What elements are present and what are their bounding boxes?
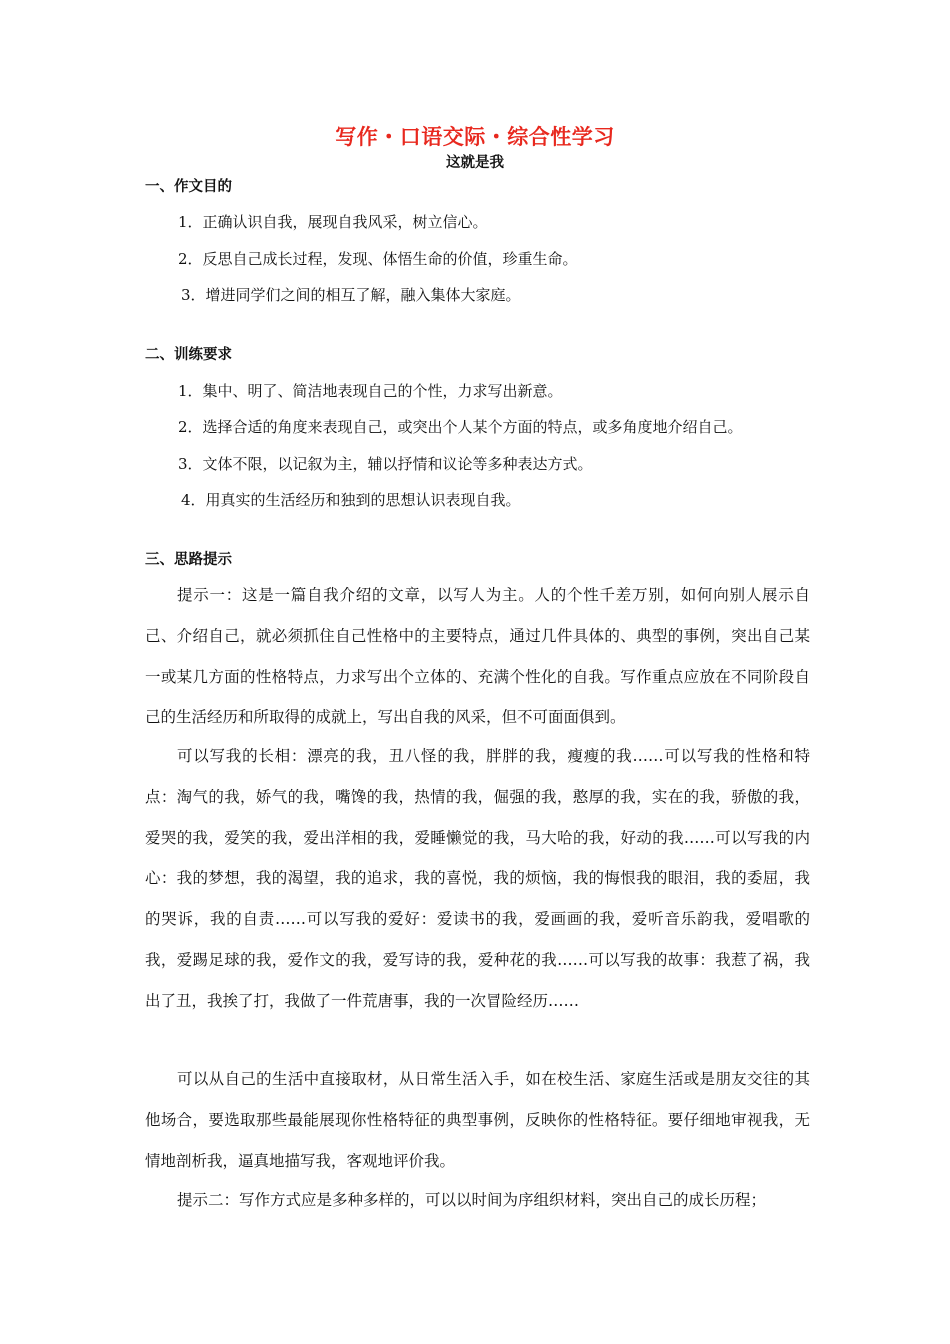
list-item: 1．集中、明了、简洁地表现自己的个性，力求写出新意。 bbox=[178, 382, 563, 400]
section-heading-tips: 三、思路提示 bbox=[145, 552, 232, 568]
paragraph: 可以从自己的生活中直接取材，从日常生活入手，如在校生活、家庭生活或是朋友交往的其他场合，要选取那些最能展现你性格特征的典型事例，反映你的性格特征。要仔细地审视我，无情地剖析我，逼真地描写我，客观地评价我。 bbox=[145, 1070, 810, 1170]
document-title: 写作・口语交际・综合性学习 bbox=[335, 125, 615, 149]
list-item: 2．反思自己成长过程，发现、体悟生命的价值，珍重生命。 bbox=[178, 250, 578, 268]
paragraph: 提示二：写作方式应是多种多样的，可以以时间为序组织材料，突出自己的成长历程； bbox=[177, 1191, 767, 1209]
list-item: 3．文体不限，以记叙为主，辅以抒情和议论等多种表达方式。 bbox=[178, 455, 593, 473]
paragraph: 可以写我的长相：漂亮的我，丑八怪的我，胖胖的我，瘦瘦的我……可以写我的性格和特点：淘气的我，娇气的我，嘴馋的我，热情的我，倔强的我，憨厚的我，实在的我，骄傲的我，爱哭的我，爱笑的我，爱出洋相的我，爱睡懒觉的我，马大哈的我，好动的我……可以写我的内心：我的梦想，我的渴望，我的追求，我的喜悦，我的烦恼，我的悔恨我的眼泪，我的委屈，我的哭诉，我的自责……可以写我的爱好：爱读书的我，爱画画的我，爱听音乐韵我，爱唱歌的我，爱踢足球的我，爱作文的我，爱写诗的我，爱种花的我……可以写我的故事：我惹了祸，我出了丑，我挨了打，我做了一件荒唐事，我的一次冒险经历…… bbox=[145, 747, 810, 1010]
section-heading-purpose: 一、作文目的 bbox=[145, 179, 232, 195]
section-heading-requirements: 二、训练要求 bbox=[145, 347, 232, 363]
list-item: 2．选择合适的角度来表现自己，或突出个人某个方面的特点，或多角度地介绍自己。 bbox=[178, 418, 743, 436]
list-item: 3．增进同学们之间的相互了解，融入集体大家庭。 bbox=[181, 286, 521, 304]
list-item: 1．正确认识自我，展现自我风采，树立信心。 bbox=[178, 213, 488, 231]
document-subtitle: 这就是我 bbox=[446, 155, 504, 171]
list-item: 4．用真实的生活经历和独到的思想认识表现自我。 bbox=[181, 491, 521, 509]
paragraph: 提示一：这是一篇自我介绍的文章，以写人为主。人的个性千差万别，如何向别人展示自己、介绍自己，就必须抓住自己性格中的主要特点，通过几件具体的、典型的事例，突出自己某一或某几方面的性格特点，力求写出个立体的、充满个性化的自我。写作重点应放在不同阶段自己的生活经历和所取得的成就上，写出自我的风采，但不可面面俱到。 bbox=[145, 586, 810, 727]
